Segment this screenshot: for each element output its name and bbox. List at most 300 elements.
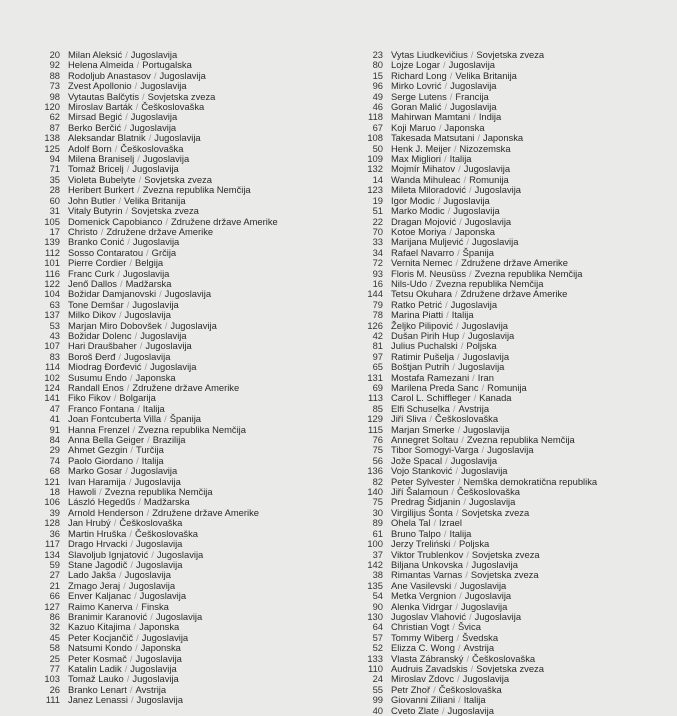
catalog-number: 102 [44, 371, 60, 383]
artist-entry [33, 310, 333, 320]
slash-separator: / [126, 163, 130, 175]
catalog-number: 101 [44, 257, 60, 269]
slash-separator: / [118, 350, 122, 362]
catalog-number: 72 [372, 257, 383, 269]
artist-country: Jugoslavija [459, 579, 507, 591]
artist-name: Zvest Apollonio [68, 80, 132, 92]
slash-separator: / [460, 340, 464, 352]
catalog-number: 131 [367, 371, 383, 383]
artist-name: Mirsad Begić [68, 111, 123, 123]
artist-name: Ane Vasilevski [391, 579, 452, 591]
slash-separator: / [136, 631, 139, 643]
catalog-number: 106 [44, 496, 60, 508]
artist-name: Vytautas Balčytis [68, 90, 140, 102]
artist-country: Italija [463, 694, 486, 706]
artist-name: Tone Demšar [68, 298, 124, 310]
artist-country: Jugoslavija [450, 298, 498, 310]
artist-country: Zvezna republika Nemčija [435, 277, 544, 289]
artist-country: Jugoslavija [487, 444, 534, 456]
artist-name: Lado Jakša [68, 569, 116, 581]
catalog-number: 142 [367, 558, 383, 570]
catalog-number: 64 [372, 621, 383, 633]
catalog-number: 36 [49, 527, 60, 539]
catalog-number: 125 [44, 142, 60, 154]
artist-name: Serge Lutens [391, 90, 447, 102]
artist-country: Jugoslavija [145, 340, 192, 352]
artist-name: Tomaž Lauko [68, 673, 124, 685]
slash-separator: / [473, 392, 477, 404]
catalog-number: 138 [44, 132, 60, 144]
slash-separator: / [135, 642, 138, 654]
artist-country: Jugoslavija [134, 475, 181, 487]
artist-name: Milan Aleksić [68, 49, 123, 60]
artist-country: Združene države Amerike [152, 506, 260, 518]
artist-name: Franc Curk [68, 267, 115, 279]
artist-name: Arnold Henderson [68, 506, 144, 518]
artist-name: John Butler [68, 194, 116, 206]
artist-name: Domenick Capobianco [68, 215, 163, 227]
artist-name: Dušan Pirih Hup [391, 329, 460, 341]
slash-separator: / [433, 683, 436, 695]
artist-country: Češkoslovaška [134, 527, 199, 539]
slash-separator: / [125, 465, 128, 477]
artist-name: Wanda Mihuleac [391, 173, 461, 185]
catalog-number: 63 [49, 298, 60, 310]
artist-name: Marko Modic [391, 205, 445, 217]
slash-separator: / [124, 662, 128, 674]
catalog-number: 49 [372, 90, 383, 102]
slash-separator: / [441, 704, 445, 716]
artist-name: Richard Long [391, 69, 447, 81]
artist-country: Jugoslavija [474, 184, 522, 196]
catalog-number: 39 [49, 506, 60, 518]
artist-country: Turčija [136, 444, 164, 456]
artist-country: Jugoslavija [124, 309, 171, 321]
slash-separator: / [477, 132, 480, 144]
artist-name: Ohela Tal [391, 517, 431, 529]
artist-name: Jugoslav Vlahović [391, 610, 467, 622]
artist-name: Stane Jagodič [68, 558, 128, 570]
artist-name: Jiří Sliva [391, 413, 427, 425]
slash-separator: / [455, 600, 458, 612]
slash-separator: / [120, 277, 123, 289]
artist-name: Berko Berčić [68, 121, 122, 133]
catalog-number: 140 [367, 486, 383, 498]
catalog-number: 87 [49, 121, 60, 133]
slash-separator: / [469, 267, 472, 279]
artist-name: Virgilijus Šonta [391, 506, 453, 518]
catalog-number: 89 [372, 517, 383, 529]
artist-name: Henk J. Meijer [391, 142, 451, 154]
slash-separator: / [429, 413, 433, 425]
slash-separator: / [118, 309, 122, 321]
artist-name: Marko Gosar [68, 465, 123, 477]
catalog-number: 58 [49, 642, 60, 654]
slash-separator: / [444, 101, 448, 113]
artist-name: Ratimir Pušelja [391, 350, 455, 362]
artist-country: Sovjetska zveza [476, 662, 544, 674]
catalog-number: 32 [49, 621, 60, 633]
artist-country: Jugoslavija [124, 350, 171, 362]
artist-name: Vernita Nemec [391, 257, 453, 269]
slash-separator: / [444, 153, 447, 165]
catalog-number: 73 [49, 80, 60, 92]
artist-country: Jugoslavija [464, 590, 512, 602]
slash-separator: / [151, 548, 154, 560]
slash-separator: / [465, 569, 468, 581]
artist-country: Poljska [459, 538, 490, 550]
artist-name: Takesada Matsutani [391, 132, 475, 144]
slash-separator: / [452, 621, 455, 633]
artist-name: Jenő Dallos [68, 277, 117, 289]
slash-separator: / [100, 225, 104, 237]
slash-separator: / [449, 90, 453, 102]
slash-separator: / [465, 558, 469, 570]
slash-separator: / [457, 642, 461, 654]
catalog-number: 116 [45, 267, 60, 279]
artist-name: Hawoli [68, 486, 97, 498]
artist-name: Vytas Liudkevičius [391, 49, 468, 60]
artist-country: Jugoslavija [443, 194, 490, 206]
catalog-number: 81 [372, 340, 383, 352]
artist-country: Jugoslavija [135, 652, 182, 664]
artist-name: Ahmet Gezgin [68, 444, 128, 456]
artist-name: Peter Sylvester [391, 475, 455, 487]
slash-separator: / [453, 538, 456, 550]
artist-name: Sosso Contaratou [68, 246, 144, 258]
artist-country: Italija [451, 309, 474, 321]
catalog-number: 144 [367, 288, 383, 300]
catalog-number: 112 [45, 246, 60, 258]
artist-country: Jugoslavija [159, 69, 206, 81]
slash-separator: / [130, 694, 134, 706]
slash-separator: / [455, 465, 459, 477]
slash-separator: / [118, 569, 122, 581]
artist-name: Randall Enos [68, 382, 124, 393]
artist-name: Miroslav Barták [68, 101, 133, 113]
artist-entry [356, 706, 676, 716]
slash-separator: / [127, 236, 130, 248]
catalog-number: 92 [49, 59, 60, 71]
artist-name: Floris M. Neusüss [391, 267, 467, 279]
catalog-number: 117 [45, 538, 60, 550]
artist-country: Japonska [139, 621, 180, 633]
artist-country: Španija [462, 246, 494, 258]
catalog-number: 53 [49, 319, 60, 331]
catalog-number: 75 [372, 444, 383, 456]
artist-name: Fiko Fikov [68, 392, 111, 404]
artist-name: Rafael Navarro [391, 246, 455, 258]
artist-name: Mostafa Ramezani [391, 371, 470, 383]
artist-country: Jugoslavija [130, 111, 178, 123]
artist-name: Elfi Schuselka [391, 402, 450, 414]
artist-country: Jugoslavija [450, 101, 497, 113]
artist-country: Češkoslovaška [472, 652, 536, 664]
artist-country: Jugoslavija [450, 454, 498, 466]
slash-separator: / [458, 163, 461, 175]
artist-name: Annegret Soltau [391, 434, 459, 446]
artist-name: Marjan Miro Dobovšek [68, 319, 162, 331]
catalog-number: 27 [49, 569, 60, 581]
slash-separator: / [138, 173, 142, 185]
artist-country: Madžarska [125, 277, 172, 289]
catalog-number: 61 [372, 527, 383, 539]
catalog-number: 118 [368, 111, 383, 123]
slash-separator: / [137, 153, 140, 165]
catalog-number: 127 [44, 600, 60, 612]
catalog-number: 96 [372, 80, 383, 92]
slash-separator: / [470, 662, 474, 674]
artist-country: Nizozemska [459, 142, 511, 154]
artist-name: Boštjan Putrih [391, 361, 450, 373]
catalog-number: 124 [44, 382, 60, 393]
catalog-number: 99 [372, 694, 383, 706]
artist-name: Elizza C. Wong [391, 642, 455, 654]
catalog-number: 70 [372, 225, 383, 237]
slash-separator: / [472, 371, 475, 383]
artist-country: Češkoslovaška [438, 683, 502, 695]
slash-separator: / [470, 49, 474, 60]
artist-country: Zvezna republika Nemčija [104, 486, 213, 498]
catalog-number: 65 [372, 361, 383, 373]
slash-separator: / [445, 454, 448, 466]
artist-name: Susumu Endo [68, 371, 127, 383]
slash-separator: / [452, 361, 455, 373]
artist-name: Petr Zhoř [391, 683, 431, 695]
catalog-number: 46 [372, 101, 383, 113]
catalog-number: 51 [372, 205, 383, 217]
slash-separator: / [129, 683, 133, 695]
artist-country: Jugoslavija [453, 205, 500, 217]
artist-country: Združene države Amerike [170, 215, 278, 227]
artist-name: Drago Hrvacki [68, 538, 128, 550]
artist-country: Sovjetska zveza [131, 205, 199, 217]
catalog-number: 109 [367, 153, 383, 165]
slash-separator: / [146, 246, 149, 258]
catalog-number: 94 [49, 153, 60, 165]
artist-name: Igor Modic [391, 194, 435, 206]
artist-country: Sovjetska zveza [476, 49, 545, 60]
slash-separator: / [142, 90, 145, 102]
artist-country: Jugoslavija [170, 319, 217, 331]
catalog-number: 55 [372, 683, 383, 695]
catalog-number: 42 [372, 329, 383, 341]
artist-name: Mirko Lovrić [391, 80, 442, 92]
catalog-number: 35 [49, 173, 60, 185]
slash-separator: / [125, 205, 129, 217]
artist-name: Miodrag Đorđević [68, 361, 142, 373]
catalog-number: 103 [44, 673, 60, 685]
slash-separator: / [455, 506, 459, 518]
artist-name: Peter Kocjančič [68, 631, 134, 643]
artist-country: Jugoslavija [474, 610, 522, 622]
artist-name: Željko Pilipović [391, 319, 453, 331]
catalog-number: 26 [49, 683, 60, 695]
artist-name: Audruis Zavadskis [391, 662, 468, 674]
artist-name: Raimo Kanerva [68, 600, 133, 612]
artist-name: Tibor Somogyi-Varga [391, 444, 479, 456]
catalog-number: 22 [372, 215, 383, 227]
artist-country: Jugoslavija [464, 215, 512, 227]
artist-name: Natsumi Kondo [68, 642, 133, 654]
catalog-number: 132 [367, 163, 383, 175]
catalog-number: 57 [372, 631, 383, 643]
slash-separator: / [130, 558, 134, 570]
artist-name: Viktor Trublenkov [391, 548, 464, 560]
catalog-number: 121 [44, 475, 60, 487]
catalog-number: 134 [44, 548, 60, 560]
artist-name: Ivan Haramija [68, 475, 126, 487]
artist-country: Združene države Amerike [461, 257, 568, 269]
artist-country: Španija [169, 413, 202, 425]
artist-country: Jugoslavija [467, 329, 515, 341]
artist-country: Romunija [487, 382, 527, 393]
slash-separator: / [135, 600, 139, 612]
artist-country: Češkoslovaška [141, 101, 205, 113]
catalog-number: 62 [49, 111, 60, 123]
artist-country: Jugoslavija [156, 548, 204, 560]
artist-name: Zmago Jeraj [68, 579, 121, 591]
artist-country: Jugoslavija [460, 600, 508, 612]
catalog-number: 114 [45, 361, 60, 373]
slash-separator: / [456, 631, 460, 643]
slash-separator: / [128, 475, 132, 487]
artist-name: Katalin Ladik [68, 662, 122, 674]
catalog-number: 88 [49, 69, 60, 81]
artist-name: Vitaly Butyrin [68, 205, 123, 217]
slash-separator: / [134, 590, 137, 602]
catalog-number: 100 [367, 538, 383, 550]
artist-country: Združene države Amerike [460, 288, 568, 300]
artist-name: Adolf Born [68, 142, 112, 154]
artist-country: Indija [478, 111, 502, 123]
slash-separator: / [134, 80, 138, 92]
slash-separator: / [165, 215, 168, 227]
artist-name: Hanna Frenzel [68, 423, 130, 435]
artist-country: Izrael [439, 517, 462, 529]
catalog-number: 74 [49, 454, 60, 466]
artist-country: Jugoslavija [472, 236, 519, 248]
artist-name: Božidar Dolenc [68, 329, 132, 341]
catalog-number: 91 [49, 423, 60, 435]
catalog-number: 105 [44, 215, 60, 227]
artist-country: Jugoslavija [155, 610, 203, 622]
artist-entry [356, 258, 676, 268]
catalog-number: 18 [49, 486, 60, 498]
catalog-number: 50 [372, 142, 383, 154]
artist-country: Avstrija [463, 642, 495, 654]
artist-name: Max Migliori [391, 153, 442, 165]
catalog-number: 24 [372, 673, 383, 685]
artist-name: Bruno Talpo [391, 527, 441, 539]
artist-country: Jugoslavija [132, 163, 179, 175]
slash-separator: / [466, 548, 469, 560]
slash-separator: / [129, 371, 133, 383]
catalog-number: 93 [372, 267, 383, 279]
slash-separator: / [150, 610, 153, 622]
artist-country: Jugoslavija [136, 538, 183, 550]
artist-name: Anna Bella Geiger [68, 434, 145, 446]
slash-separator: / [449, 225, 452, 237]
artist-country: Jugoslavija [122, 267, 170, 279]
artist-country: Jugoslavija [462, 350, 510, 362]
catalog-number: 31 [49, 205, 60, 217]
catalog-number: 123 [367, 184, 383, 196]
catalog-number: 130 [367, 610, 383, 622]
slash-separator: / [123, 579, 126, 591]
artist-name: Paolo Giordano [68, 454, 134, 466]
artist-entry [356, 310, 676, 320]
slash-separator: / [452, 402, 456, 414]
artist-entry [356, 695, 676, 705]
artist-country: Iran [477, 371, 494, 383]
catalog-number: 97 [372, 350, 383, 362]
artist-country: Češkoslovaška [120, 142, 184, 154]
catalog-number: 86 [49, 610, 60, 622]
artist-country: Sovjetska zveza [147, 90, 216, 102]
catalog-number: 66 [49, 590, 60, 602]
artist-country: Portugalska [142, 59, 192, 71]
slash-separator: / [138, 496, 141, 508]
artist-name: Božidar Damjanovski [68, 288, 157, 300]
catalog-number: 85 [372, 402, 383, 414]
artist-entry [33, 206, 333, 216]
slash-separator: / [129, 257, 132, 269]
artist-country: Brazilija [152, 434, 186, 446]
slash-separator: / [125, 49, 128, 60]
artist-name: Violeta Bubelyte [68, 173, 136, 185]
slash-separator: / [144, 361, 148, 373]
artist-country: Kanada [479, 392, 512, 404]
artist-country: Japonska [454, 225, 495, 237]
artist-country: Jugoslavija [140, 329, 187, 341]
artist-entry [356, 206, 676, 216]
slash-separator: / [469, 184, 472, 196]
artist-country: Nemška demokratična republika [463, 475, 598, 487]
artist-country: Jugoslavija [124, 569, 171, 581]
slash-separator: / [449, 69, 453, 81]
slash-separator: / [481, 444, 485, 456]
catalog-number: 122 [44, 277, 60, 289]
catalog-number: 133 [367, 652, 383, 664]
artist-name: Peter Kosmač [68, 652, 127, 664]
artist-country: Češkoslovaška [119, 517, 183, 529]
artist-name: Tommy Wiberg [391, 631, 454, 643]
artist-country: Zvezna republika Nemčija [474, 267, 583, 279]
artist-name: Jože Spacal [391, 454, 443, 466]
catalog-number: 78 [372, 309, 383, 321]
catalog-number: 128 [44, 517, 60, 529]
artist-entry [33, 591, 333, 601]
catalog-number: 83 [49, 350, 60, 362]
artist-name: Christian Vogt [391, 621, 450, 633]
artist-name: Mileta Miloradović [391, 184, 467, 196]
artist-name: Martin Hruška [68, 527, 127, 539]
artist-country: Madžarska [143, 496, 190, 508]
artist-name: Kazuo Kitajima [68, 621, 131, 633]
artist-name: Kotoe Moriya [391, 225, 447, 237]
artist-country: Jugoslavija [130, 465, 178, 477]
catalog-number: 126 [367, 319, 383, 331]
artist-country: Velika Britanija [124, 194, 186, 206]
artist-name: Giovanni Ziliani [391, 694, 456, 706]
artist-country: Sovjetska zveza [470, 569, 539, 581]
slash-separator: / [453, 142, 457, 154]
slash-separator: / [473, 111, 476, 123]
slash-separator: / [463, 496, 466, 508]
artist-country: Češkoslovaška [456, 486, 520, 498]
artist-name: Branimir Karanović [68, 610, 148, 622]
